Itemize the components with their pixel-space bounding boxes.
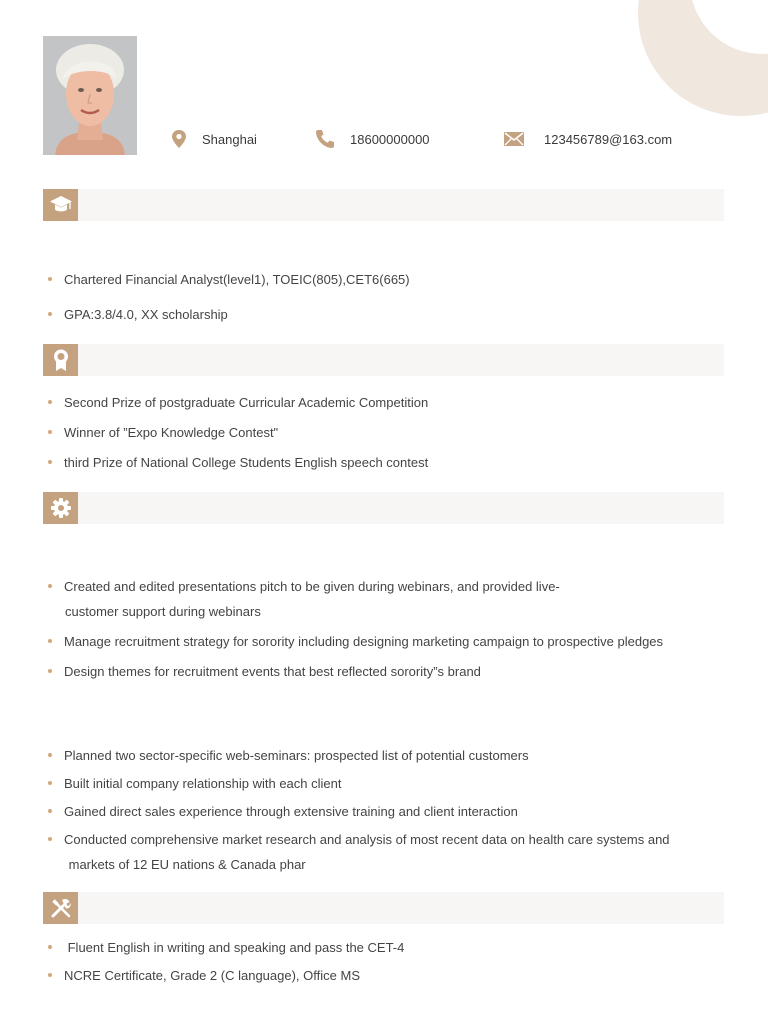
bullet bbox=[48, 460, 52, 464]
phone-text: 18600000000 bbox=[350, 131, 430, 147]
envelope-icon bbox=[504, 131, 524, 147]
tools-icon bbox=[43, 892, 78, 924]
list-item: third Prize of National College Students English speech contest bbox=[48, 450, 428, 475]
award-ribbon-icon bbox=[43, 344, 78, 376]
bullet bbox=[48, 584, 52, 588]
gear-icon bbox=[43, 492, 78, 524]
list-item-continuation: customer support during webinars bbox=[65, 604, 261, 619]
list-item: Manage recruitment strategy for sorority including designing marketing campaign to prospective pledges bbox=[48, 629, 663, 654]
list-item: Created and edited presentations pitch to be given during webinars, and provided live- bbox=[48, 574, 560, 599]
list-item: Gained direct sales experience through extensive training and client interaction bbox=[48, 799, 518, 824]
list-item: Planned two sector-specific web-seminars: prospected list of potential customers bbox=[48, 743, 529, 768]
bullet bbox=[48, 809, 52, 813]
phone-icon bbox=[314, 128, 336, 150]
list-item: Design themes for recruitment events that best reflected sorority”s brand bbox=[48, 659, 481, 684]
list-item: NCRE Certificate, Grade 2 (C language), Office MS bbox=[48, 963, 360, 988]
contact-phone bbox=[314, 126, 430, 152]
list-item: Chartered Financial Analyst(level1), TOEIC(805),CET6(665) bbox=[48, 267, 410, 292]
bullet bbox=[48, 430, 52, 434]
bullet bbox=[48, 669, 52, 673]
list-item: Built initial company relationship with each client bbox=[48, 771, 341, 796]
list-item: Second Prize of postgraduate Curricular Academic Competition bbox=[48, 390, 428, 415]
email-text: 123456789@163.com bbox=[544, 131, 673, 147]
bullet bbox=[48, 973, 52, 977]
graduation-cap-icon bbox=[43, 189, 78, 221]
contact-location bbox=[170, 126, 257, 152]
contact-email bbox=[504, 126, 672, 152]
section-bar-education bbox=[43, 189, 724, 221]
bullet bbox=[48, 277, 52, 281]
list-item-continuation: markets of 12 EU nations & Canada phar bbox=[65, 857, 306, 872]
list-item: Fluent English in writing and speaking and pass the CET-4 bbox=[48, 935, 404, 960]
section-bar-experience bbox=[43, 492, 724, 524]
bullet bbox=[48, 312, 52, 316]
bullet bbox=[48, 639, 52, 643]
section-bar-skills bbox=[43, 892, 724, 924]
list-item: Winner of ”Expo Knowledge Contest" bbox=[48, 420, 278, 445]
bullet bbox=[48, 400, 52, 404]
bullet bbox=[48, 837, 52, 841]
list-item: GPA:3.8/4.0, XX scholarship bbox=[48, 302, 228, 327]
list-item: Conducted comprehensive market research and analysis of most recent data on health care systems and bbox=[48, 827, 670, 852]
bullet bbox=[48, 753, 52, 757]
bullet bbox=[48, 781, 52, 785]
location-pin-icon bbox=[170, 129, 188, 149]
location-text: Shanghai bbox=[202, 131, 257, 147]
profile-photo bbox=[43, 36, 137, 155]
section-bar-awards bbox=[43, 344, 724, 376]
bullet bbox=[48, 945, 52, 949]
